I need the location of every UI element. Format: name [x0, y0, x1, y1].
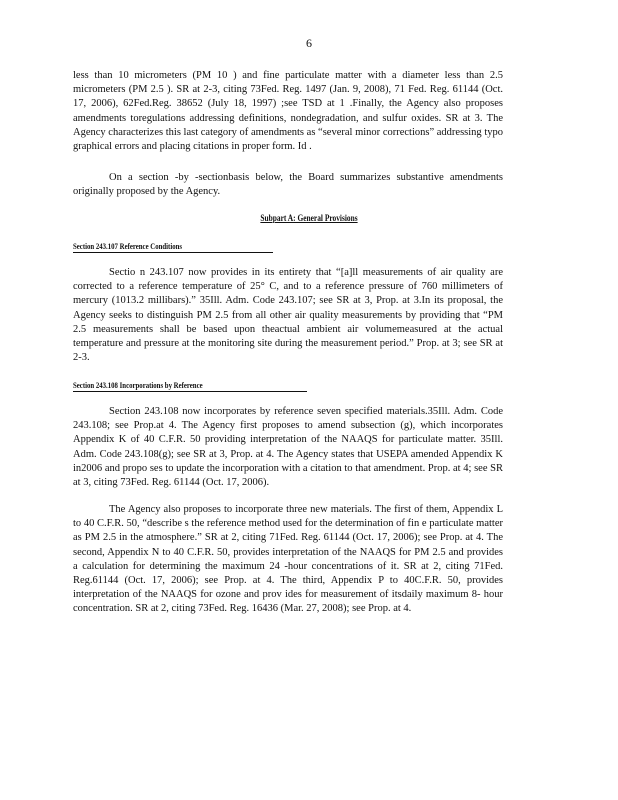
subpart-heading: Subpart A: General Provisions: [260, 214, 358, 224]
page-number: 6: [306, 36, 312, 50]
paragraph-section-by-section: On a section -by -sectionbasis below, the Board summarizes substantive amendments originally proposed by the Agency.: [73, 172, 503, 198]
section-243-108-underline: [73, 391, 307, 392]
section-243-107-heading: Section 243.107 Reference Conditions: [73, 241, 183, 251]
section-243-108-heading: Section 243.108 Incorporations by Reference: [73, 380, 203, 390]
paragraph-section-243-107: Sectio n 243.107 now provides in its entirety that “[a]ll measurements of air quality are corrected to a reference temperature of 25° C, and to a reference pressure of 760 millimeters of mercury (1013.2 millibars).” 35Ill. Adm. Code 243.107; see SR at 3, Prop. at 3.In its proposal, the Agency seeks to distinguish PM 2.5 from all other air quality measurements by providing that “PM 2.5 measurements shall be based upon theactual ambient air volumemeasured at the actual temperature and pressure at the monitoring site during the measurement period.” Prop. at 3; see SR at 2-3.: [73, 267, 503, 364]
paragraph-new-materials: The Agency also proposes to incorporate three new materials. The first of them, Appendix L to 40 C.F.R. 50, “describe s the reference method used for the determination of fin e particulate matter as PM 2.5 in the atmosphere.” SR at 2, citing 71Fed. Reg. 61144 (Oct. 17, 2006); see Prop. at 4. The second, Appendix N to 40 C.F.R. 50, provides interpretation of the NAAQS for PM 2.5 and provides a calculation for determining the maximum 24 -hour concentrations of it. SR at 2, citing 71Fed. Reg.61144 (Oct. 17, 2006); see Prop. at 4. The third, Appendix P to 40C.F.R. 50, provides interpretation of the NAAQS for ozone and prov ides for measurement of itsdaily maximum 8- hour concentration. SR at 2, citing 73Fed. Reg. 16436 (Mar. 27, 2008); see Prop. at 4.: [73, 504, 503, 615]
section-243-107-underline: [73, 252, 273, 253]
paragraph-intro-continued: less than 10 micrometers (PM 10 ) and fine particulate matter with a diameter less than 2.5 micrometers (PM 2.5 ). SR at 2-3, citing 73Fed. Reg. 1497 (Jan. 9, 2008), 71 Fed. Reg. 61144 (Oct. 17, 2006), 62Fed.Reg. 38652 (July 18, 1997) ;see TSD at 1 .Finally, the Agency also proposes amendments toregulations addressing definitions, nondegradation, and sulfur oxides. SR at 3. The Agency characterizes this last category of amendments as “several minor corrections” addressing typo graphical errors and placing citations in proper form. Id .: [73, 70, 503, 153]
paragraph-section-243-108: Section 243.108 now incorporates by reference seven specified materials.35Ill. Adm. Code 243.108; see Prop.at 4. The Agency first proposes to amend subsection (g), which incorporates Appendix K of 40 C.F.R. 50 providing interpretation of the NAAQS for particulate matter. 35Ill. Adm. Code 243.108(g); see SR at 3, Prop. at 4. The Agency states that USEPA amended Appendix K in2006 and propo ses to update the incorporation with a citation to that amendment. Prop. at 4; see SR at 3, citing 73Fed. Reg. 61144 (Oct. 17, 2006).: [73, 406, 503, 489]
